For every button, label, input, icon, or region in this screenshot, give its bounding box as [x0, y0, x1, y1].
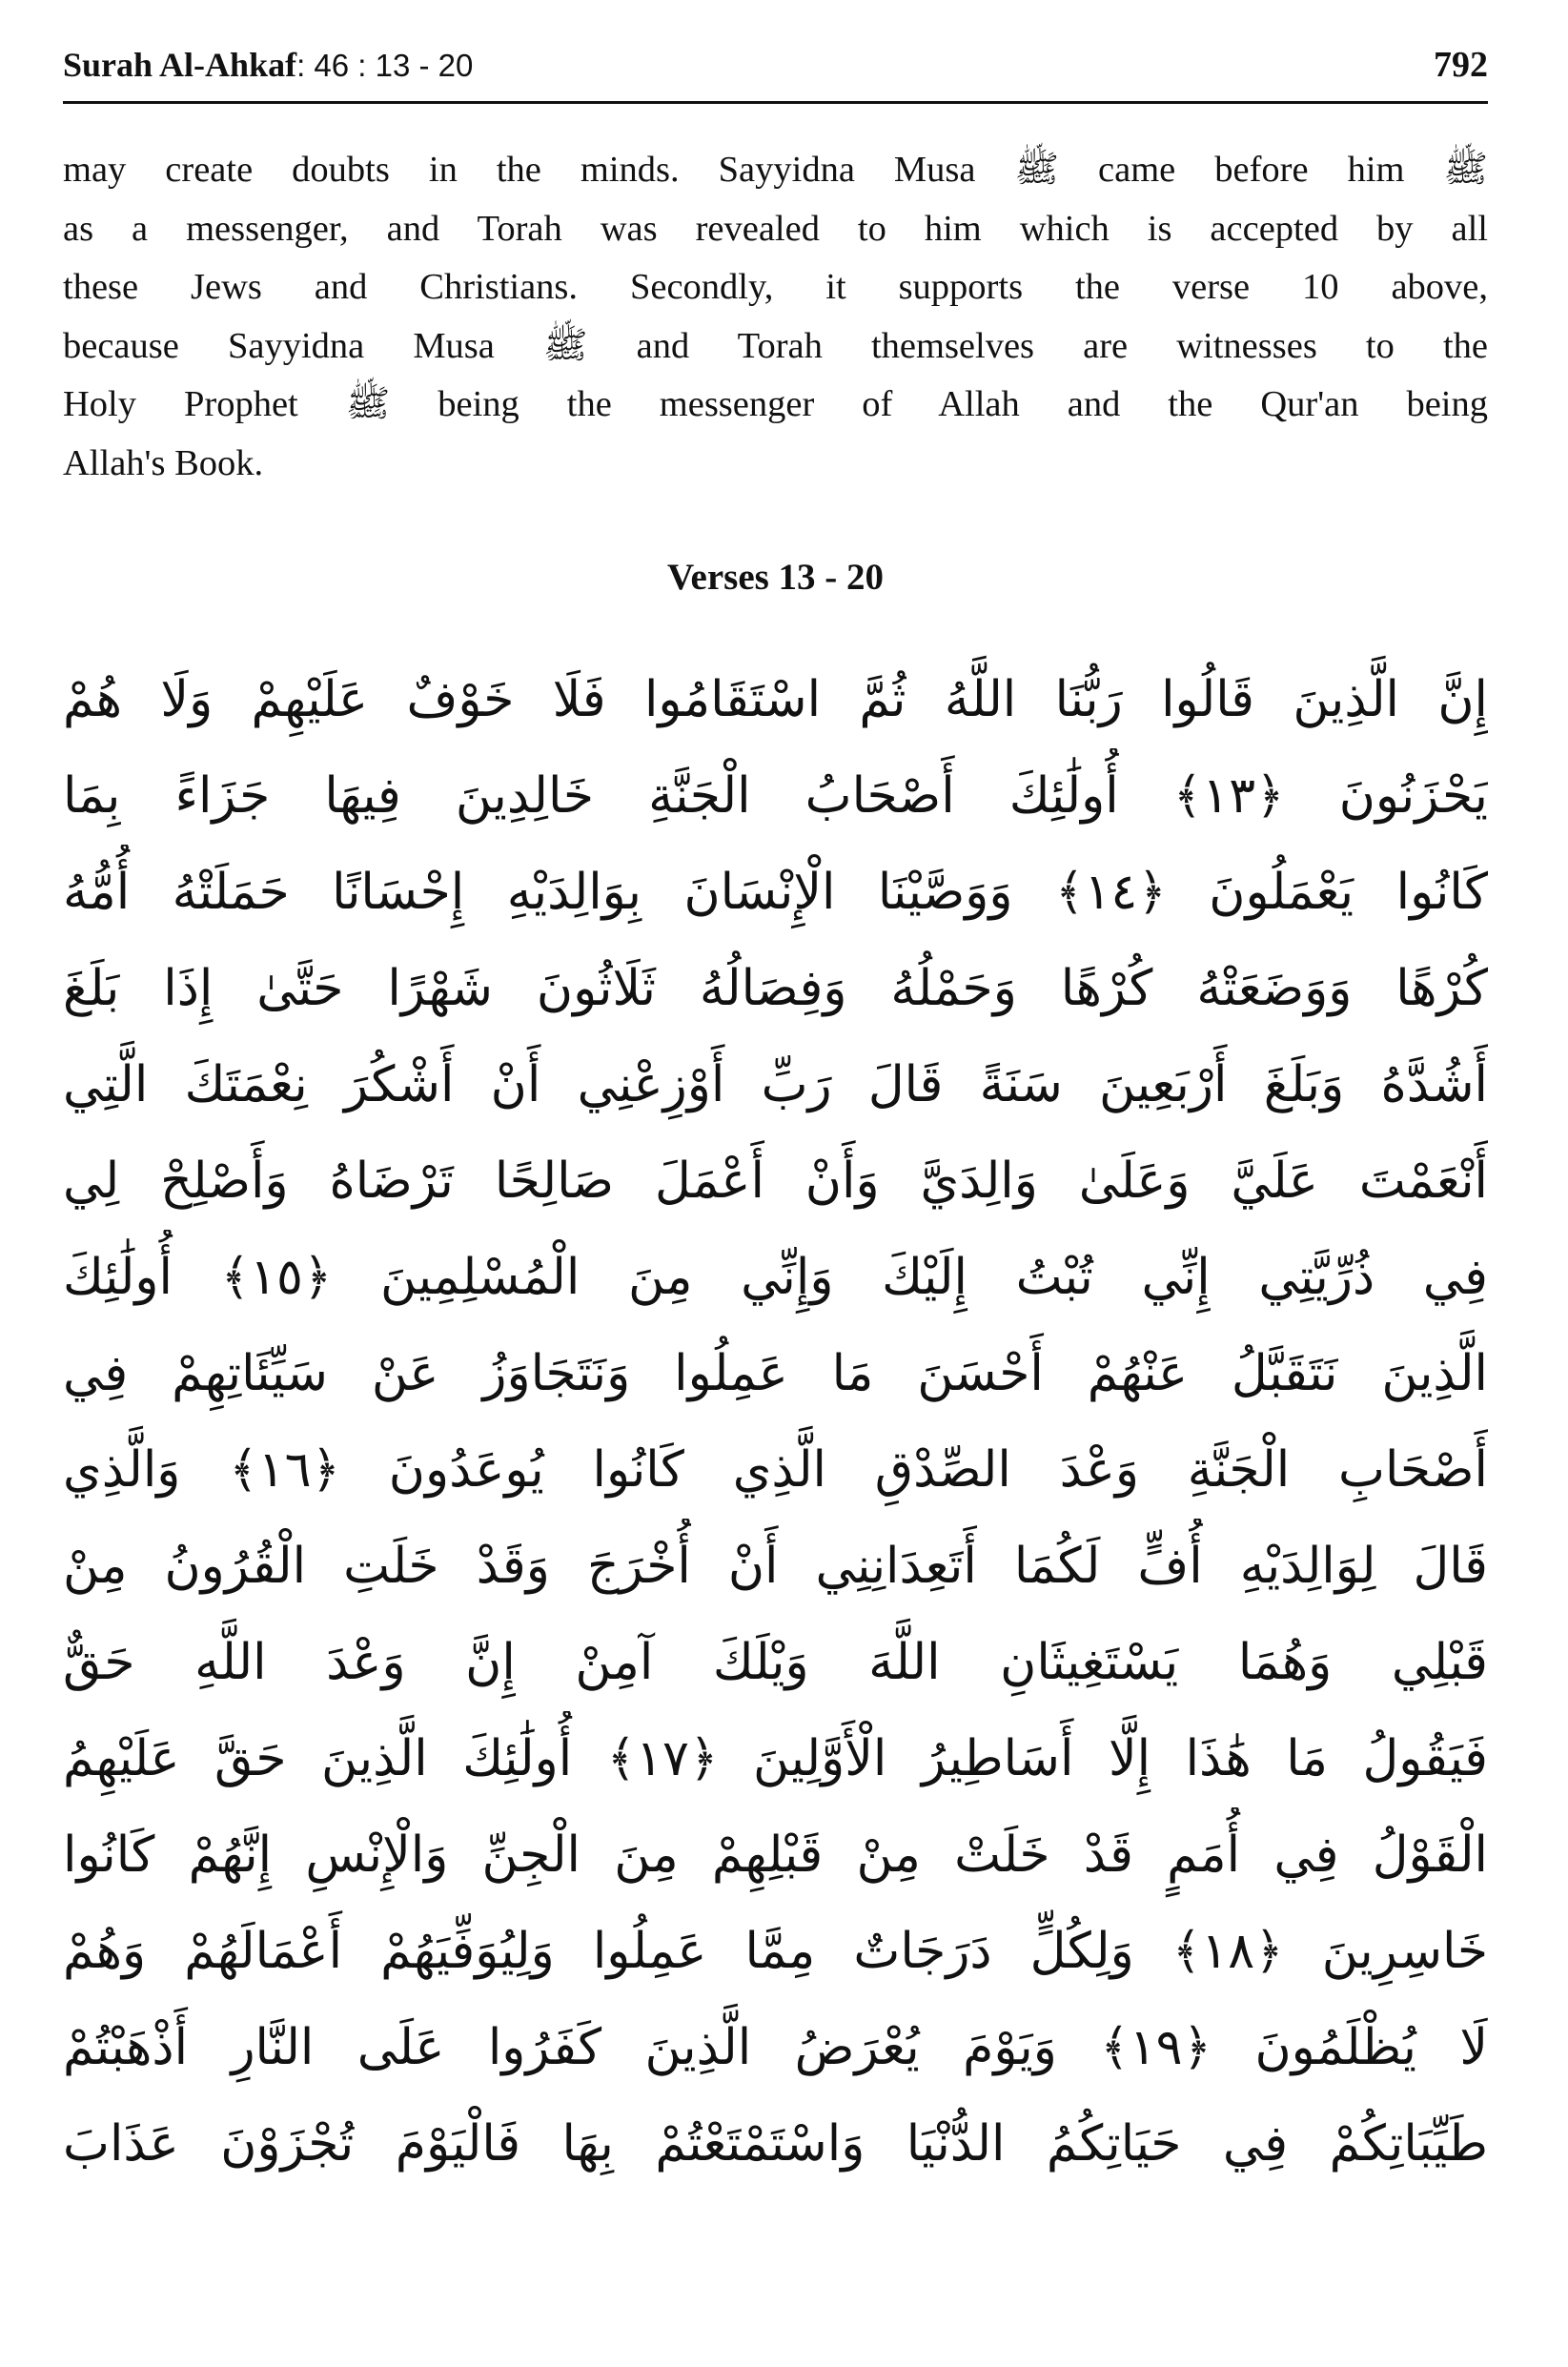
running-title [63, 45, 473, 85]
arabic-line: قَالَ لِوَالِدَيْهِ أُفٍّ لَكُمَا أَتَعِدَانِنِي أَنْ أُخْرَجَ وَقَدْ خَلَتِ الْقُرُونُ مِنْ [63, 1538, 1488, 1595]
arabic-verse-block [63, 652, 1488, 2193]
commentary-line: Holy Prophet ﷺ being the messenger of Allah and the Qur'an being [63, 384, 1488, 424]
arabic-line: فِي ذُرِّيَّتِي إِنِّي تُبْتُ إِلَيْكَ وَإِنِّي مِنَ الْمُسْلِمِينَ ﴿١٥﴾ أُولَٰئِكَ [63, 1249, 1488, 1306]
verse-reference: : 46 : 13 - 20 [296, 48, 474, 83]
arabic-line: فَيَقُولُ مَا هَٰذَا إِلَّا أَسَاطِيرُ الْأَوَّلِينَ ﴿١٧﴾ أُولَٰئِكَ الَّذِينَ حَقَّ عَلَيْهِمُ [63, 1730, 1488, 1787]
commentary-paragraph [63, 141, 1488, 493]
arabic-line: أَنْعَمْتَ عَلَيَّ وَعَلَىٰ وَالِدَيَّ وَأَنْ أَعْمَلَ صَالِحًا تَرْضَاهُ وَأَصْلِحْ لِي [63, 1153, 1488, 1210]
arabic-line: قَبْلِي وَهُمَا يَسْتَغِيثَانِ اللَّهَ وَيْلَكَ آمِنْ إِنَّ وَعْدَ اللَّهِ حَقٌّ [63, 1634, 1488, 1691]
commentary-line: as a messenger, and Torah was revealed to him which is accepted by all [63, 208, 1488, 249]
arabic-line: لَا يُظْلَمُونَ ﴿١٩﴾ وَيَوْمَ يُعْرَضُ الَّذِينَ كَفَرُوا عَلَى النَّارِ أَذْهَبْتُمْ [63, 2019, 1488, 2076]
arabic-line: كُرْهًا وَوَضَعَتْهُ كُرْهًا وَحَمْلُهُ وَفِصَالُهُ ثَلَاثُونَ شَهْرًا حَتَّىٰ إِذَا بَلَغَ [63, 960, 1488, 1017]
arabic-line: أَشُدَّهُ وَبَلَغَ أَرْبَعِينَ سَنَةً قَالَ رَبِّ أَوْزِعْنِي أَنْ أَشْكُرَ نِعْمَتَكَ الَّتِي [63, 1056, 1488, 1113]
commentary-line: because Sayyidna Musa ﷺ and Torah themselves are witnesses to the [63, 325, 1488, 366]
arabic-line: الَّذِينَ نَتَقَبَّلُ عَنْهُمْ أَحْسَنَ مَا عَمِلُوا وَنَتَجَاوَزُ عَنْ سَيِّئَاتِهِمْ فِي [63, 1345, 1488, 1402]
commentary-line: these Jews and Christians. Secondly, it supports the verse 10 above, [63, 267, 1488, 307]
commentary-line: may create doubts in the minds. Sayyidna Musa ﷺ came before him ﷺ [63, 150, 1488, 190]
arabic-line: خَاسِرِينَ ﴿١٨﴾ وَلِكُلٍّ دَرَجَاتٌ مِمَّا عَمِلُوا وَلِيُوَفِّيَهُمْ أَعْمَالَهُمْ وَهُمْ [63, 1923, 1488, 1980]
arabic-line: الْقَوْلُ فِي أُمَمٍ قَدْ خَلَتْ مِنْ قَبْلِهِمْ مِنَ الْجِنِّ وَالْإِنْسِ إِنَّهُمْ كَانُوا [63, 1826, 1488, 1884]
surah-name: Surah Al-Ahkaf [63, 46, 297, 84]
page-header [63, 44, 1488, 104]
page-number: 792 [1434, 45, 1488, 85]
commentary-line: Allah's Book. [63, 442, 264, 483]
arabic-line: أَصْحَابِ الْجَنَّةِ وَعْدَ الصِّدْقِ الَّذِي كَانُوا يُوعَدُونَ ﴿١٦﴾ وَالَّذِي [63, 1441, 1488, 1499]
arabic-line: يَحْزَنُونَ ﴿١٣﴾ أُولَٰئِكَ أَصْحَابُ الْجَنَّةِ خَالِدِينَ فِيهَا جَزَاءً بِمَا [63, 767, 1488, 825]
arabic-line: إِنَّ الَّذِينَ قَالُوا رَبُّنَا اللَّهُ ثُمَّ اسْتَقَامُوا فَلَا خَوْفٌ عَلَيْهِمْ وَلَا هُمْ [63, 671, 1488, 728]
book-page [63, 0, 1488, 2367]
section-heading: Verses 13 - 20 [666, 557, 885, 598]
arabic-line: طَيِّبَاتِكُمْ فِي حَيَاتِكُمُ الدُّنْيَا وَاسْتَمْتَعْتُمْ بِهَا فَالْيَوْمَ تُجْزَوْنَ عَذَابَ [63, 2115, 1488, 2173]
arabic-line: كَانُوا يَعْمَلُونَ ﴿١٤﴾ وَوَصَّيْنَا الْإِنْسَانَ بِوَالِدَيْهِ إِحْسَانًا حَمَلَتْهُ أُمُّهُ [63, 864, 1488, 921]
